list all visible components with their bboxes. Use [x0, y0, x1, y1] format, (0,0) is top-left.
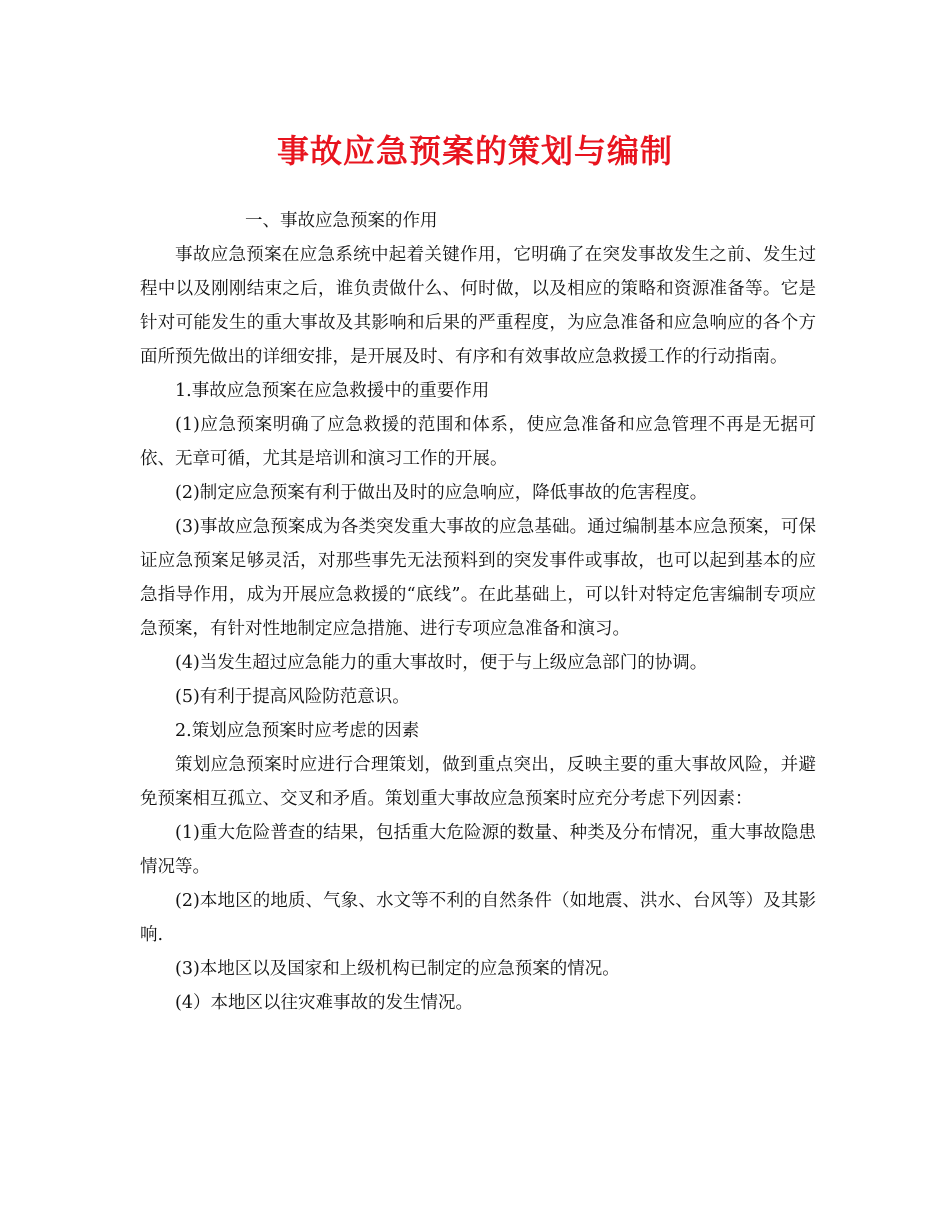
document-title: 事故应急预案的策划与编制 — [276, 132, 673, 170]
document-body — [140, 204, 816, 1020]
list-item: (3)事故应急预案成为各类突发重大事故的应急基础。通过编制基本应急预案，可保证应急预案足够灵活，对那些事先无法预料到的突发事件或事故，也可以起到基本的应急指导作用，成为开展应急救援的“底线”。在此基础上，可以针对特定危害编制专项应急预案，有针对性地制定应急措施、进行专项应急准备和演习。 — [140, 517, 816, 639]
list-item: (1)应急预案明确了应急救援的范围和体系，使应急准备和应急管理不再是无据可依、无章可循，尤其是培训和演习工作的开展。 — [140, 415, 816, 469]
subsection-heading: 1.事故应急预案在应急救援中的重要作用 — [175, 381, 490, 401]
list-item: (4）本地区以往灾难事故的发生情况。 — [175, 993, 473, 1013]
list-item: (2)本地区的地质、气象、水文等不利的自然条件（如地震、洪水、台风等）及其影响. — [140, 891, 816, 945]
list-item: (5)有利于提高风险防范意识。 — [175, 687, 410, 707]
list-item: (1)重大危险普查的结果，包括重大危险源的数量、种类及分布情况，重大事故隐患情况等。 — [140, 823, 816, 877]
list-item: (3)本地区以及国家和上级机构已制定的应急预案的情况。 — [175, 959, 620, 979]
list-item: (2)制定应急预案有利于做出及时的应急响应，降低事故的危害程度。 — [175, 483, 708, 503]
list-item: (4)当发生超过应急能力的重大事故时，便于与上级应急部门的协调。 — [175, 653, 708, 673]
subsection-heading: 2.策划应急预案时应考虑的因素 — [175, 721, 420, 741]
section-heading: 一、事故应急预案的作用 — [245, 211, 438, 231]
body-paragraph: 策划应急预案时应进行合理策划，做到重点突出，反映主要的重大事故风险，并避免预案相互孤立、交叉和矛盾。策划重大事故应急预案时应充分考虑下列因素： — [140, 755, 816, 809]
body-paragraph: 事故应急预案在应急系统中起着关键作用，它明确了在突发事故发生之前、发生过程中以及刚刚结束之后，谁负责做什么、何时做，以及相应的策略和资源准备等。它是针对可能发生的重大事故及其影响和后果的严重程度，为应急准备和应急响应的各个方面所预先做出的详细安排，是开展及时、有序和有效事故应急救援工作的行动指南。 — [140, 245, 816, 367]
